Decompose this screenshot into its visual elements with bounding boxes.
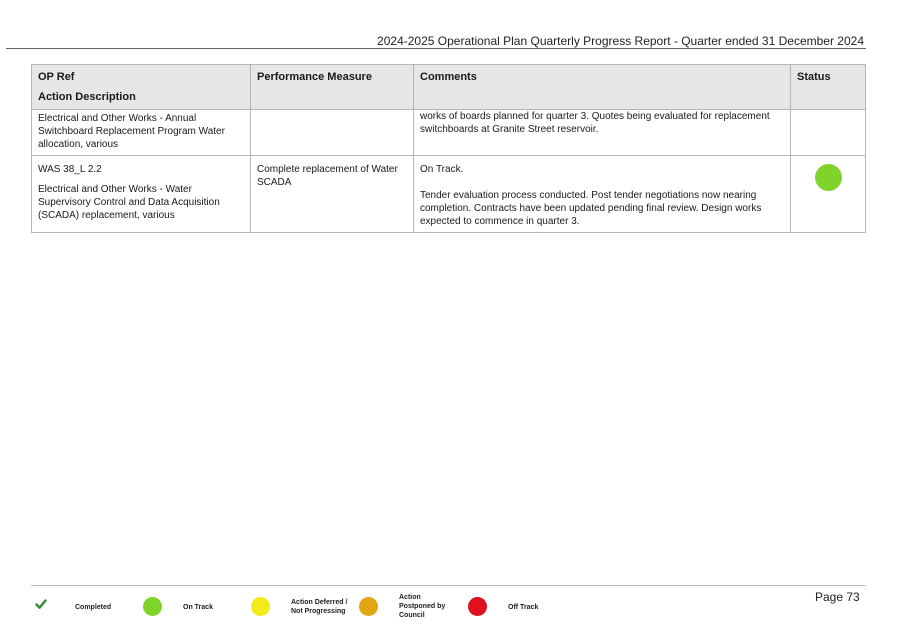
status-cell — [791, 110, 866, 156]
column-header-op-ref — [32, 65, 251, 110]
op-ref-value: WAS 38_L 2.2 — [38, 164, 102, 175]
header-divider — [6, 48, 866, 49]
legend-label-off-track: Off Track — [508, 604, 539, 611]
op-ref-cell — [32, 156, 251, 233]
legend-label-action-deferred — [291, 598, 347, 616]
green-circle-icon — [143, 597, 162, 616]
column-header-comments: Comments — [414, 65, 791, 110]
legend-label-line: Not Progressing — [291, 608, 346, 615]
table-header-row — [32, 65, 866, 110]
checkmark-icon — [35, 598, 47, 610]
legend-label-line: Postponed by — [399, 603, 446, 610]
action-description-header-label: Action Description — [38, 91, 136, 103]
legend-label-on-track: On Track — [183, 604, 213, 611]
comment-status-text: On Track. — [420, 164, 464, 175]
legend-label-line: Council — [399, 612, 425, 619]
legend-label-action-postponed — [399, 593, 445, 620]
op-ref-header-label: OP Ref — [38, 71, 75, 83]
action-description-text: Electrical and Other Works - Annual Switchboard Replacement Program Water allocation, various — [38, 113, 225, 150]
comments-cell — [414, 156, 791, 233]
comments-cell — [414, 110, 791, 156]
column-header-performance-measure: Performance Measure — [251, 65, 414, 110]
yellow-circle-icon — [251, 597, 270, 616]
page-number: Page 73 — [815, 590, 860, 604]
status-legend — [0, 590, 908, 630]
action-description-text: Electrical and Other Works - Water Supervisory Control and Data Acquisition (SCADA) replacement, various — [38, 184, 220, 221]
column-header-status: Status — [791, 65, 866, 110]
red-circle-icon — [468, 597, 487, 616]
footer-divider — [31, 585, 866, 586]
legend-label-line: Action — [399, 594, 421, 601]
performance-measure-cell — [251, 110, 414, 156]
legend-label-completed: Completed — [75, 604, 112, 611]
comments-text: works of boards planned for quarter 3. Quotes being evaluated for replacement switchboards at Granite Street reservoir. — [420, 111, 770, 135]
performance-measure-text: Complete replacement of Water SCADA — [257, 164, 398, 188]
on-track-status-icon — [815, 164, 842, 191]
report-header-title: 2024-2025 Operational Plan Quarterly Progress Report - Quarter ended 31 December 2024 — [377, 34, 864, 48]
action-description-cell — [32, 110, 251, 156]
table-row — [32, 156, 866, 233]
comment-detail-text: Tender evaluation process conducted. Post tender negotiations now nearing completion. Contracts have been updated pending final review. Design works expected to commence in quarter 3. — [420, 190, 762, 227]
amber-circle-icon — [359, 597, 378, 616]
legend-label-line: Action Deferred / — [291, 599, 348, 606]
performance-measure-cell — [251, 156, 414, 233]
operational-plan-table — [31, 64, 866, 233]
table-row — [32, 110, 866, 156]
status-cell — [791, 156, 866, 233]
